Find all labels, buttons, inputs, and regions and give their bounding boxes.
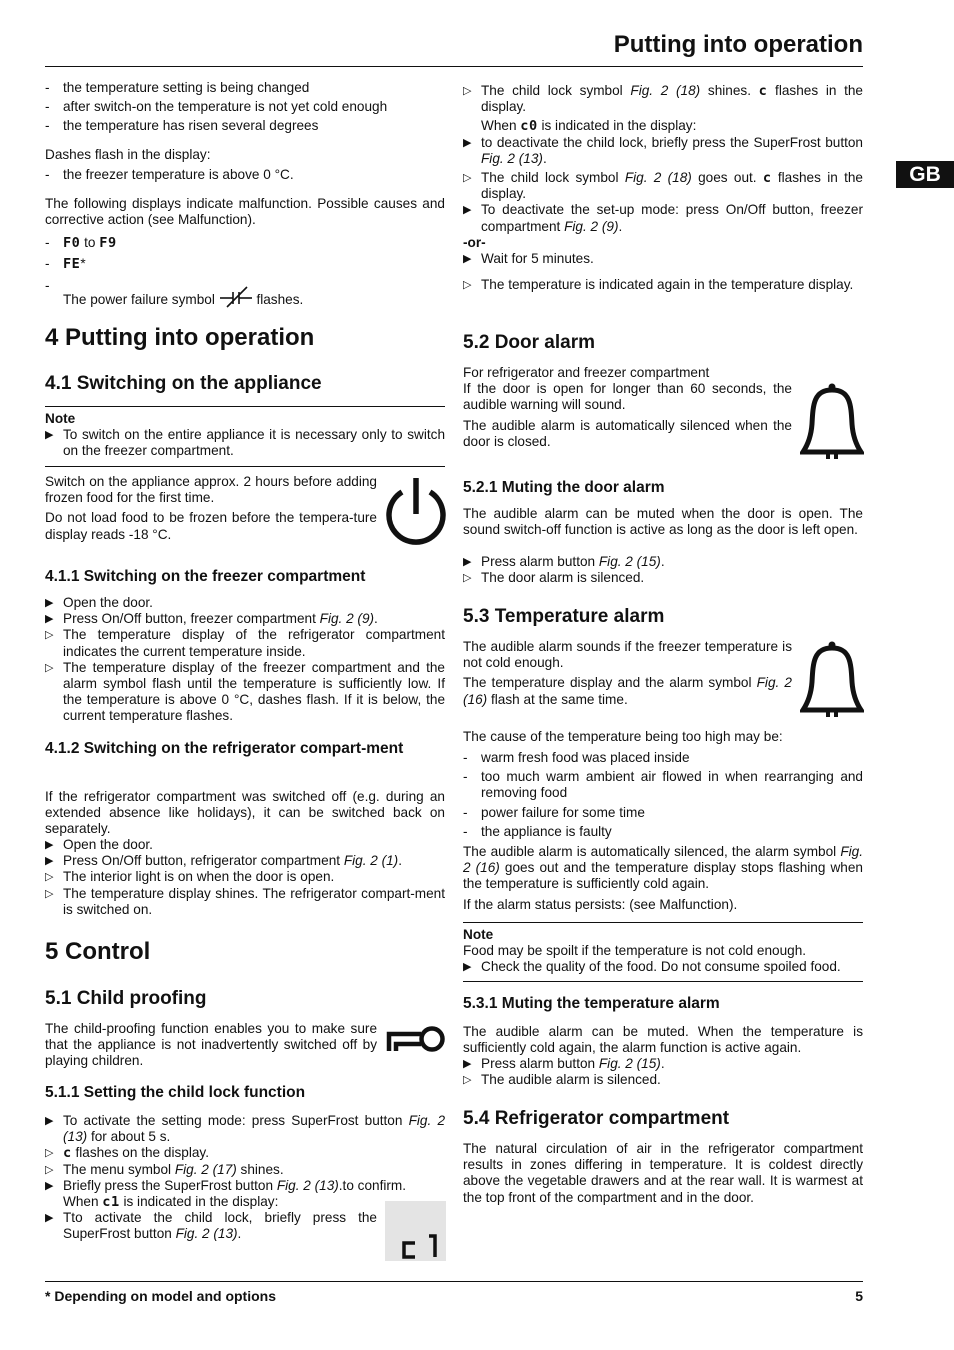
list-item: - the appliance is faulty: [463, 823, 612, 839]
list-item: - the freezer temperature is above 0 °C.: [45, 167, 294, 182]
step: ▶ To activate the setting mode: press SuperFrost button Fig. 2 (13) for about 5 s.: [45, 1113, 446, 1145]
malfunction-text: The following displays indicate malfunction. Possible causes and corrective action (see Malfunction).: [45, 196, 445, 228]
note-label: Note: [463, 927, 494, 942]
step: ▷ The door alarm is silenced.: [463, 570, 645, 586]
cause-list: [463, 750, 863, 840]
step: ▶ To deactivate the set-up mode: press On/Off button, freezer compartment Fig. 2 (9).: [463, 202, 863, 234]
list-item: - warm fresh food was placed inside: [463, 750, 690, 765]
mute-door-steps: [463, 554, 863, 586]
child-proofing-text: The child-proofing function enables you to make sure that the appliance is not inadvertently switched off by playing children.: [45, 1021, 377, 1069]
malfunction-item: - F0 to F9: [45, 235, 117, 251]
step: ▶ Wait for 5 minutes.: [463, 251, 594, 267]
step: ▷ The menu symbol Fig. 2 (17) shines.: [45, 1161, 284, 1177]
step: ▶ Press alarm button Fig. 2 (15).: [463, 554, 665, 569]
list-item: - the temperature setting is being changed: [45, 80, 310, 95]
note-text: Food may be spoilt if the temperature is not cold enough.: [463, 943, 807, 958]
auto-silence-text: The audible alarm is automatically silenced, the alarm symbol Fig. 2 (16) goes out and the temperature display stops flashing when the temperature is sufficiently cold again. If the alarm status persists: (see Malfunction).: [463, 844, 863, 912]
section-title: 5.3 Temperature alarm: [463, 606, 665, 627]
malfunction-item: - The power failure symbol flashes.: [45, 278, 304, 307]
or-separator: -or-: [463, 234, 486, 250]
section-title: 5.2 Door alarm: [463, 332, 595, 353]
bell-icon: [800, 640, 864, 718]
section-title: 5.1 Child proofing: [45, 988, 207, 1009]
step: When c1 is indicated in the display:: [63, 1194, 279, 1211]
page-number: 5: [855, 1288, 863, 1304]
power-icon: [385, 476, 447, 550]
step: ▷ The child lock symbol Fig. 2 (18) goes out. c flashes in the display.: [463, 170, 863, 202]
list-item: - too much warm ambient air flowed in when rearranging and removing food: [463, 769, 863, 801]
subsection-title: 5.1.1 Setting the child lock function: [45, 1084, 306, 1101]
mute-door-text: The audible alarm can be muted when the door is open. The sound switch-off function is active as long as the door is left open.: [463, 506, 863, 538]
language-tab: GB: [896, 161, 954, 188]
step: ▷ The temperature display of the refrigerator compartment indicates the current temperature inside.: [45, 627, 445, 659]
footer-rule: [45, 1281, 863, 1282]
bell-icon: [800, 382, 864, 460]
note-item: ▶ To switch on the entire appliance it is necessary only to switch on the freezer compartment.: [45, 427, 445, 459]
footer-note: * Depending on model and options: [45, 1288, 276, 1304]
header-rule: [45, 66, 863, 67]
door-alarm-text: For refrigerator and freezer compartment If the door is open for longer than 60 seconds, the audible warning will sound. The audible alarm is automatically silenced when the door is closed.: [463, 365, 792, 449]
step: When c0 is indicated in the display:: [481, 118, 697, 135]
section-title: 4 Putting into operation: [45, 324, 315, 351]
subsection-title: 4.1.2 Switching on the refrigerator compart-ment: [45, 740, 404, 757]
section-title: 5 Control: [45, 938, 151, 965]
cause-text: The cause of the temperature being too high may be:: [463, 729, 783, 744]
list-item: - the temperature has risen several degrees: [45, 118, 319, 134]
note-rule-top: [45, 406, 445, 407]
list-item: - power failure for some time: [463, 804, 645, 820]
intro-list: [45, 80, 445, 135]
step: ▶ Tto activate the child lock, briefly press the SuperFrost button Fig. 2 (13).: [45, 1210, 377, 1242]
step: ▷ The temperature is indicated again in the temperature display.: [463, 277, 854, 293]
step: ▷ The interior light is on when the door is open.: [45, 869, 335, 885]
step: ▶ Press On/Off button, freezer compartment Fig. 2 (9).: [45, 611, 378, 627]
dashes-text: Dashes flash in the display:: [45, 147, 211, 162]
step: ▷ The audible alarm is silenced.: [463, 1072, 661, 1088]
step: ▶ Briefly press the SuperFrost button Fig. 2 (13).to confirm.: [45, 1177, 407, 1193]
temp-alarm-text: The audible alarm sounds if the freezer temperature is not cold enough. The temperature display and the alarm symbol Fig. 2 (16) flash at the same time.: [463, 639, 792, 707]
child-lock-steps-cont: [463, 83, 863, 293]
mute-temp-text: The audible alarm can be muted. When the temperature is sufficiently cold again, the alarm function is active again.: [463, 1024, 863, 1056]
section-title: 4.1 Switching on the appliance: [45, 373, 322, 394]
note-rule-top: [463, 922, 863, 923]
power-failure-icon: [219, 286, 253, 308]
mute-temp-steps: [463, 1056, 863, 1088]
subsection-title: 5.2.1 Muting the door alarm: [463, 479, 665, 496]
lcd-display-icon: [385, 1201, 446, 1261]
step: ▶ Open the door.: [45, 595, 153, 610]
step: ▶ Press On/Off button, refrigerator compartment Fig. 2 (1).: [45, 853, 402, 869]
step: ▶ to deactivate the child lock, briefly press the SuperFrost button Fig. 2 (13).: [463, 134, 863, 166]
note-rule-bottom: [45, 466, 445, 467]
refrigerator-compartment-text: The natural circulation of air in the refrigerator compartment results in zones differing in temperature. It is coldest directly above the vegetable drawers and at the rear wall. It is warmest at the top front of the compartment and in the door.: [463, 1141, 863, 1205]
note-rule-bottom: [463, 981, 863, 982]
list-item: - after switch-on the temperature is not yet cold enough: [45, 99, 388, 115]
note-item: ▶ Check the quality of the food. Do not consume spoiled food.: [463, 959, 841, 974]
step: ▶ Open the door.: [45, 837, 153, 852]
step: ▷ c flashes on the display.: [45, 1145, 209, 1162]
switch-on-text: Switch on the appliance approx. 2 hours before adding frozen food for the first time. Do not load food to be frozen before the tempera-ture display reads -18 °C.: [45, 474, 377, 542]
subsection-title: 5.3.1 Muting the temperature alarm: [463, 995, 720, 1012]
malfunction-item: - FE*: [45, 256, 86, 272]
step: ▷ The temperature display shines. The refrigerator compart-ment is switched on.: [45, 885, 445, 917]
freezer-steps: [45, 595, 445, 725]
note-label: Note: [45, 411, 76, 426]
subsection-title: 4.1.1 Switching on the freezer compartment: [45, 568, 366, 585]
refrigerator-text: If the refrigerator compartment was switched off (e.g. during an extended absence like holidays), it can be switched back on separately.: [45, 789, 445, 837]
refrigerator-steps: [45, 837, 445, 918]
key-icon: [385, 1023, 447, 1057]
page-header-title: Putting into operation: [613, 31, 863, 58]
section-title: 5.4 Refrigerator compartment: [463, 1108, 730, 1129]
step: ▷ The child lock symbol Fig. 2 (18) shines. c flashes in the display.: [463, 83, 863, 115]
step: ▶ Press alarm button Fig. 2 (15).: [463, 1056, 665, 1071]
step: ▷ The temperature display of the freezer compartment and the alarm symbol flash until the temperature is sufficiently low. If the temperature is above 0 °C, dashes flash. If it is below, the current temperature flashes.: [45, 659, 445, 724]
